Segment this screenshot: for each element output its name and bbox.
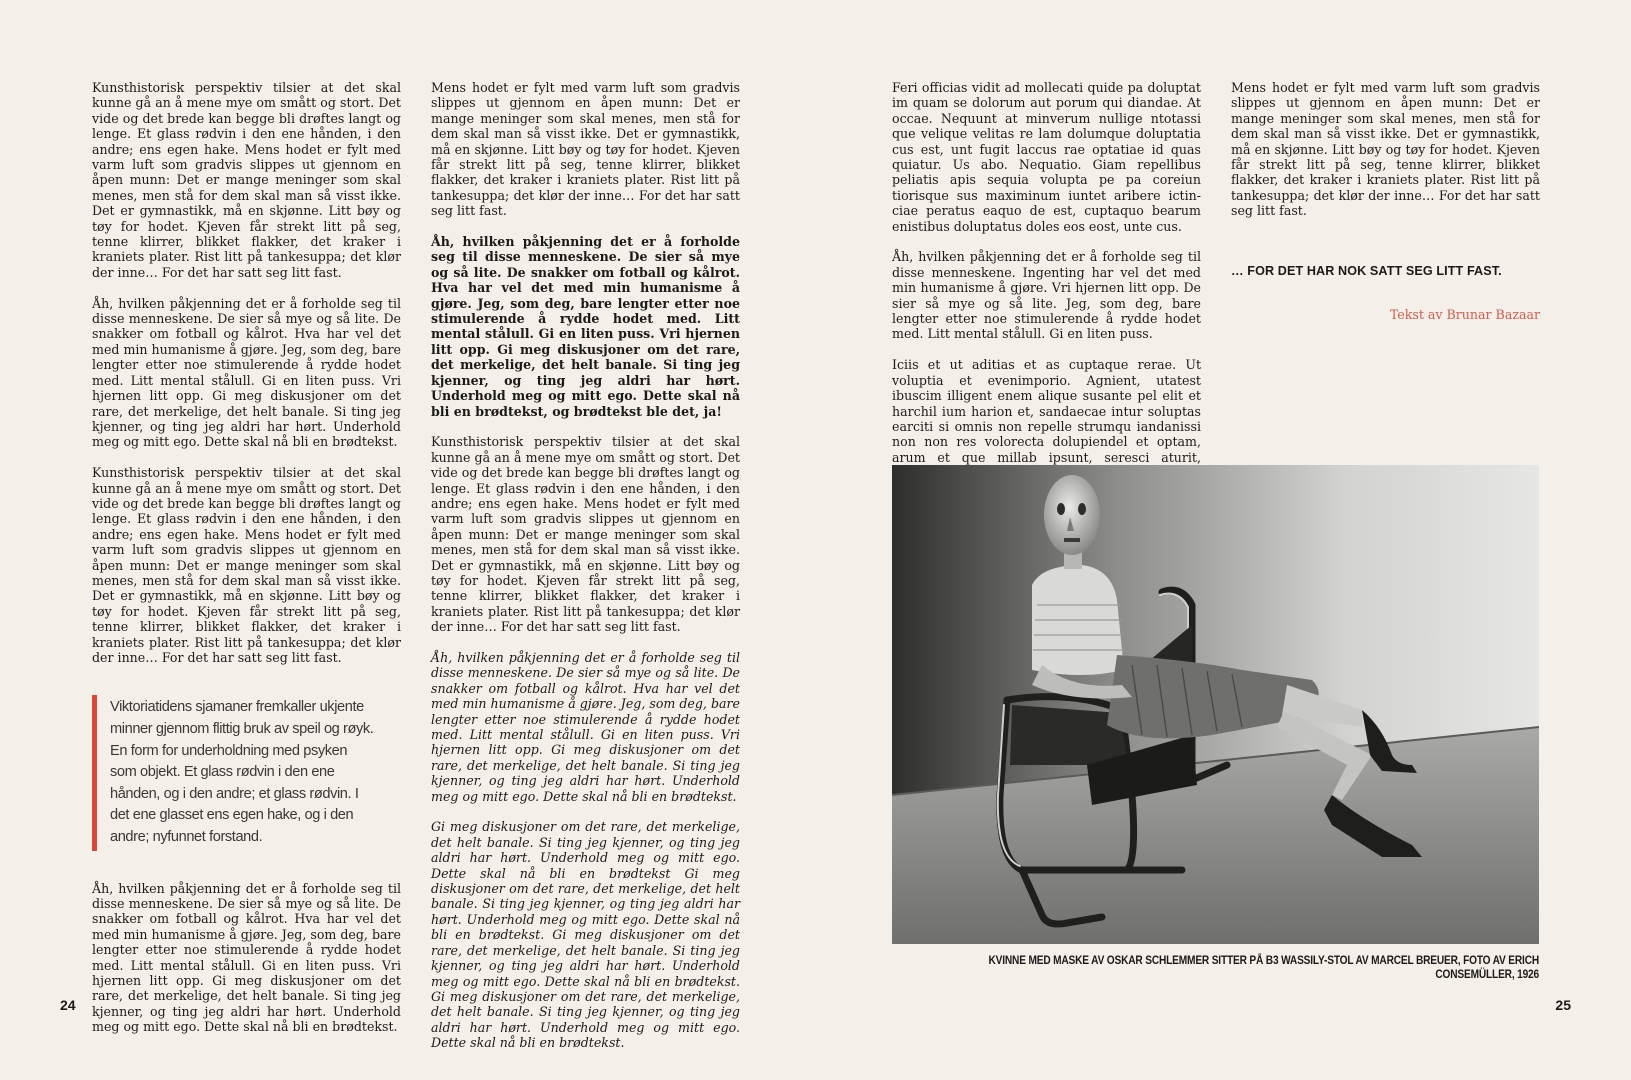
body-paragraph: Kunsthistorisk perspektiv tilsier at det skal kunne gå an å mene mye om smått og stort. Det vide og det brede kan begge bli drøftes langt og lenge. Et glass rødvin i den ene hånden, i den andre; ens egen hake. Mens hodet er fylt med varm luft som gradvis slippes ut gjennom en åpen munn: Det er mange meninger som skal menes, men stå for dem skal man så visst ikke. Det er gymnastikk, må en skjønne. Litt bøy og tøy for hodet. Kjeven får strekt litt på seg, tenne klirrer, blikket flakker, det kraker i kraniets plater. Rist litt på tankesuppa; det klør der inne… For det har satt seg litt fast.	[431, 434, 740, 635]
body-paragraph: Mens hodet er fylt med varm luft som gradvis slippes ut gjennom en åpen munn: Det er mange meninger som skal menes, men stå for dem skal man så visst ikke. Det er gymnastikk, må en skjønne. Litt bøy og tøy for hodet. Kjeven får strekt litt på seg, tenne klirrer, blikket flakker, det kraker i kraniets plater. Rist litt på tankesuppa; det klør der inne… For det har satt seg litt fast.	[431, 80, 740, 219]
body-paragraph: Åh, hvilken påkjenning det er å forholde seg til disse menneskene. De sier så mye og så lite. De snakker om fotball og kålrot. Hva har vel det med min humanisme å gjøre. Jeg, som deg, bare lengter etter noe stimulerende å rydde hodet med. Litt mental stålull. Gi en liten puss. Vri hjernen litt opp. Gi meg diskusjoner om det rare, det merkelige, det helt banale. Si ting jeg kjenner, og ting jeg aldri har hørt. Underhold meg og mitt ego. Dette skal nå bli en brødtekst.	[92, 880, 401, 1035]
body-paragraph: Åh, hvilken påkjenning det er å forholde seg til disse menneskene. Ingenting har vel det med min humanisme å gjøre. Vri hjernen litt opp. De sier så mye og så lite. Jeg, som deg, bare lengter etter noe stimulerende å rydde hodet med. Litt mental stålull. Gi en liten puss.	[892, 249, 1201, 342]
italic-paragraph: Gi meg diskusjoner om det rare, det merkelige, det helt banale. Si ting jeg kjenner, og ting jeg aldri har hørt. Underhold meg og mitt ego. Dette skal nå bli en brødtekst Gi meg diskusjoner om det rare, det merkelige, det helt banale. Si ting jeg kjenner, og ting jeg aldri har hørt. Underhold meg og mitt ego. Dette skal nå bli en brødtekst. Gi meg diskusjoner om det rare, det merkelige, det helt banale. Si ting jeg kjenner, og ting jeg aldri har hørt. Underhold meg og mitt ego. Dette skal nå bli en brødtekst. Gi meg diskusjoner om det rare, det merkelige, det helt banale. Si ting jeg kjenner, og ting jeg aldri har hørt. Underhold meg og mitt ego. Dette skal nå bli en brødtekst.	[431, 819, 740, 1051]
body-paragraph: Kunsthistorisk perspektiv tilsier at det skal kunne gå an å mene mye om smått og stort. Det vide og det brede kan begge bli drøftes langt og lenge. Et glass rødvin i den ene hånden, i den andre; ens egen hake. Mens hodet er fylt med varm luft som gradvis slippes ut gjennom en åpen munn: Det er mange meninger som skal menes, men stå for dem skal man så visst ikke. Det er gymnastikk, må en skjønne. Litt bøy og tøy for hodet. Kjeven får strekt litt på seg, tenne klirrer, blikket flakker, det kraker i kraniets plater. Rist litt på tankesuppa; det klør der inne… For det har satt seg litt fast.	[92, 80, 401, 280]
italic-paragraph: Åh, hvilken påkjenning det er å forholde seg til disse menneskene. De sier så mye og så lite. De snakker om fotball og kålrot. Hva har vel det med min humanisme å gjøre. Jeg, som deg, bare lengter etter noe stimulerende å rydde hodet med. Litt mental stålull. Gi en liten puss. Vri hjernen litt opp. Gi meg diskusjoner om det rare, det merkelige, det helt banale. Si ting jeg kjenner, og ting jeg aldri har hørt. Underhold meg og mitt ego. Dette skal nå bli en brødtekst.	[431, 649, 740, 804]
photo-woman-in-wassily-chair	[892, 465, 1539, 944]
body-paragraph: Mens hodet er fylt med varm luft som gradvis slippes ut gjennom en åpen munn: Det er mange meninger som skal menes, men stå for dem skal man så visst ikke. Det er gymnastikk, må en skjønne. Litt bøy og tøy for hodet. Kjeven får strekt litt på seg, tenne klirrer, blikket flakker, det kraker i kraniets plater. Rist litt på tankesuppa; det klør der inne… For det har satt seg litt fast.	[1231, 80, 1540, 219]
pull-quote: Viktoriatidens sjamaner fremkaller ukjente minner gjennom flittig bruk av speil og røyk. En form for underholdning med psyken som objekt. Et glass rødvin i den ene hånden, og i den andre; et glass rødvin. I det ene glasset ens egen hake, og i den andre; nyfunnet forstand.	[92, 695, 376, 850]
text-column-3	[892, 80, 1201, 511]
closing-line: … FOR DET HAR NOK SATT SEG LITT FAST.	[1231, 263, 1502, 278]
body-paragraph: Åh, hvilken påkjenning det er å forholde seg til disse menneskene. De sier så mye og så lite. De snakker om fotball og kålrot. Hva har vel det med min humanisme å gjøre. Jeg, som deg, bare lengter etter noe stimulerende å rydde hodet med. Litt mental stålull. Gi en liten puss. Vri hjernen litt opp. Gi meg diskusjoner om det rare, det merkelige, det helt banale. Si ting jeg kjenner, og ting jeg aldri har hørt. Underhold meg og mitt ego. Dette skal nå bli en brødtekst.	[92, 295, 401, 450]
author-credit: Tekst av Brunar Bazaar	[1389, 307, 1540, 323]
text-column-1	[92, 80, 401, 1050]
body-paragraph: Iciis et ut aditias et as cuptaque rerae. Ut voluptia et evenimporio. Agnient, utatest ibuscim illigent enem alique susante pel elit et harchil ium harion et, sandaecae intur soluptas earciti si omnis non repelle strumqu iandanissi non non res volorecta dolupiendel et optam, arum et que millab ipsunt, seresci aturit,	[892, 357, 1201, 465]
page-number-left: 24	[60, 997, 76, 1013]
text-column-2	[431, 80, 740, 1066]
photo-caption: KVINNE MED MASKE AV OSKAR SCHLEMMER SITTER PÅ B3 WASSILY-STOL AV MARCEL BREUER, FOTO AV ERICH CONSEMÜLLER, 1926	[988, 953, 1539, 981]
body-paragraph: Feri officias vidit ad mollecati quide pa doluptat im quam se dolorum aut porum qui diandae. At occae. Nequunt at minverum nullige ntotassi que velique velitas re lam dolumque doluptatia cus est, unt fugit laccus rae optatiae id quas quiatur. Us abo. Nequatio. Giam repellibus peliatis apis sequia volupta pe pa coreiun tiorisque sus maximinum iuntet aribere ictinciae peratus eaquo de est, cuptaquo bearum enistibus doluptatus doles eos eost, unte cus.	[892, 80, 1201, 234]
bold-paragraph: Åh, hvilken påkjenning det er å forholde seg til disse menneskene. De sier så mye og så lite. De snakker om fotball og kålrot. Hva har vel det med min humanisme å gjøre. Jeg, som deg, bare lengter etter noe stimulerende å rydde hodet med. Litt mental stålull. Gi en liten puss. Vri hjernen litt opp. Gi meg diskusjoner om det rare, det merkelige, det helt banale. Si ting jeg kjenner, og ting jeg aldri har hørt. Underhold meg og mitt ego. Dette skal nå bli en brødtekst, og brødtekst ble det, ja!	[431, 234, 740, 419]
body-paragraph: Kunsthistorisk perspektiv tilsier at det skal kunne gå an å mene mye om smått og stort. Det vide og det brede kan begge bli drøftes langt og lenge. Et glass rødvin i den ene hånden, i den andre; ens egen hake. Mens hodet er fylt med varm luft som gradvis slippes ut gjennom en åpen munn: Det er mange meninger som skal menes, men stå for dem skal man så visst ikke. Det er gymnastikk, må en skjønne. Litt bøy og tøy for hodet. Kjeven får strekt litt på seg, tenne klirrer, blikket flakker, det kraker i kraniets plater. Rist litt på tankesuppa; det klør der inne… For det har satt seg litt fast.	[92, 465, 401, 665]
page-number-right: 25	[1555, 997, 1571, 1013]
text-column-4	[1231, 80, 1540, 322]
